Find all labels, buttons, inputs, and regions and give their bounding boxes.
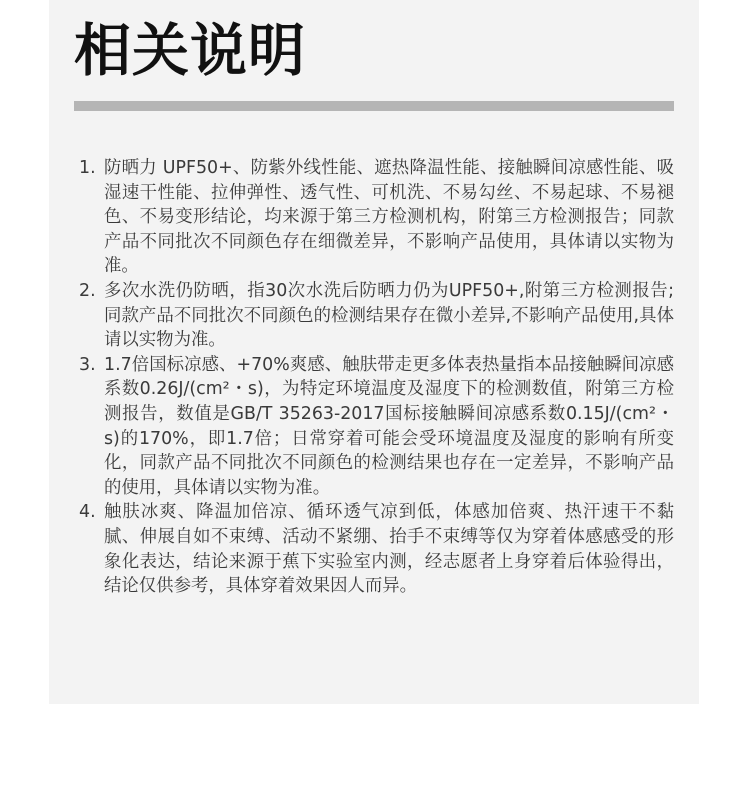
note-text: 多次水洗仍防晒，指30次水洗后防晒力仍为UPF50+,附第三方检测报告;同款产品不同批次不同颜色的检测结果存在微小差异,不影响产品使用,具体请以实物为准。 xyxy=(104,280,674,351)
note-number: 1. xyxy=(79,158,96,178)
note-number: 3. xyxy=(79,354,96,375)
note-number: 2. xyxy=(79,280,96,301)
note-text: 1.7倍国标凉感、+70%爽感、触肤带走更多体表热量指本品接触瞬间凉感系数0.26J/(cm²・s)，为特定环境温度及湿度下的检测数值，附第三方检测报告，数值是GB/T 35263-2017国标接触瞬间凉感系数0.15J/(cm²・s)的170%，即1.7倍；日常穿着可能会受环境温度及湿度的影响有所变化，同款产品不同批次不同颜色的检测结果也存在一定差异，不影响产品的使用，具体请以实物为准。 xyxy=(104,354,674,498)
title-divider xyxy=(74,101,674,111)
note-number: 4. xyxy=(79,502,96,523)
note-item-2 xyxy=(74,279,674,353)
notes-list xyxy=(74,156,674,599)
note-item-3 xyxy=(74,353,674,501)
note-item-4 xyxy=(74,500,674,598)
note-text: 防晒力 UPF50+、防紫外线性能、遮热降温性能、接触瞬间凉感性能、吸湿速干性能、拉伸弹性、透气性、可机洗、不易勾丝、不易起球、不易褪色、不易变形结论，均来源于第三方检测机构，附第三方检测报告；同款产品不同批次不同颜色存在细微差异，不影响产品使用，具体请以实物为准。 xyxy=(104,158,674,277)
page-title: 相关说明 xyxy=(74,18,306,84)
note-text: 触肤冰爽、降温加倍凉、循环透气凉到低，体感加倍爽、热汗速干不黏腻、伸展自如不束缚、活动不紧绷、抬手不束缚等仅为穿着体感感受的形象化表达，结论来源于蕉下实验室内测，经志愿者上身穿着后体验得出，结论仅供参考，具体穿着效果因人而异。 xyxy=(104,502,674,597)
note-item-1 xyxy=(74,156,674,279)
